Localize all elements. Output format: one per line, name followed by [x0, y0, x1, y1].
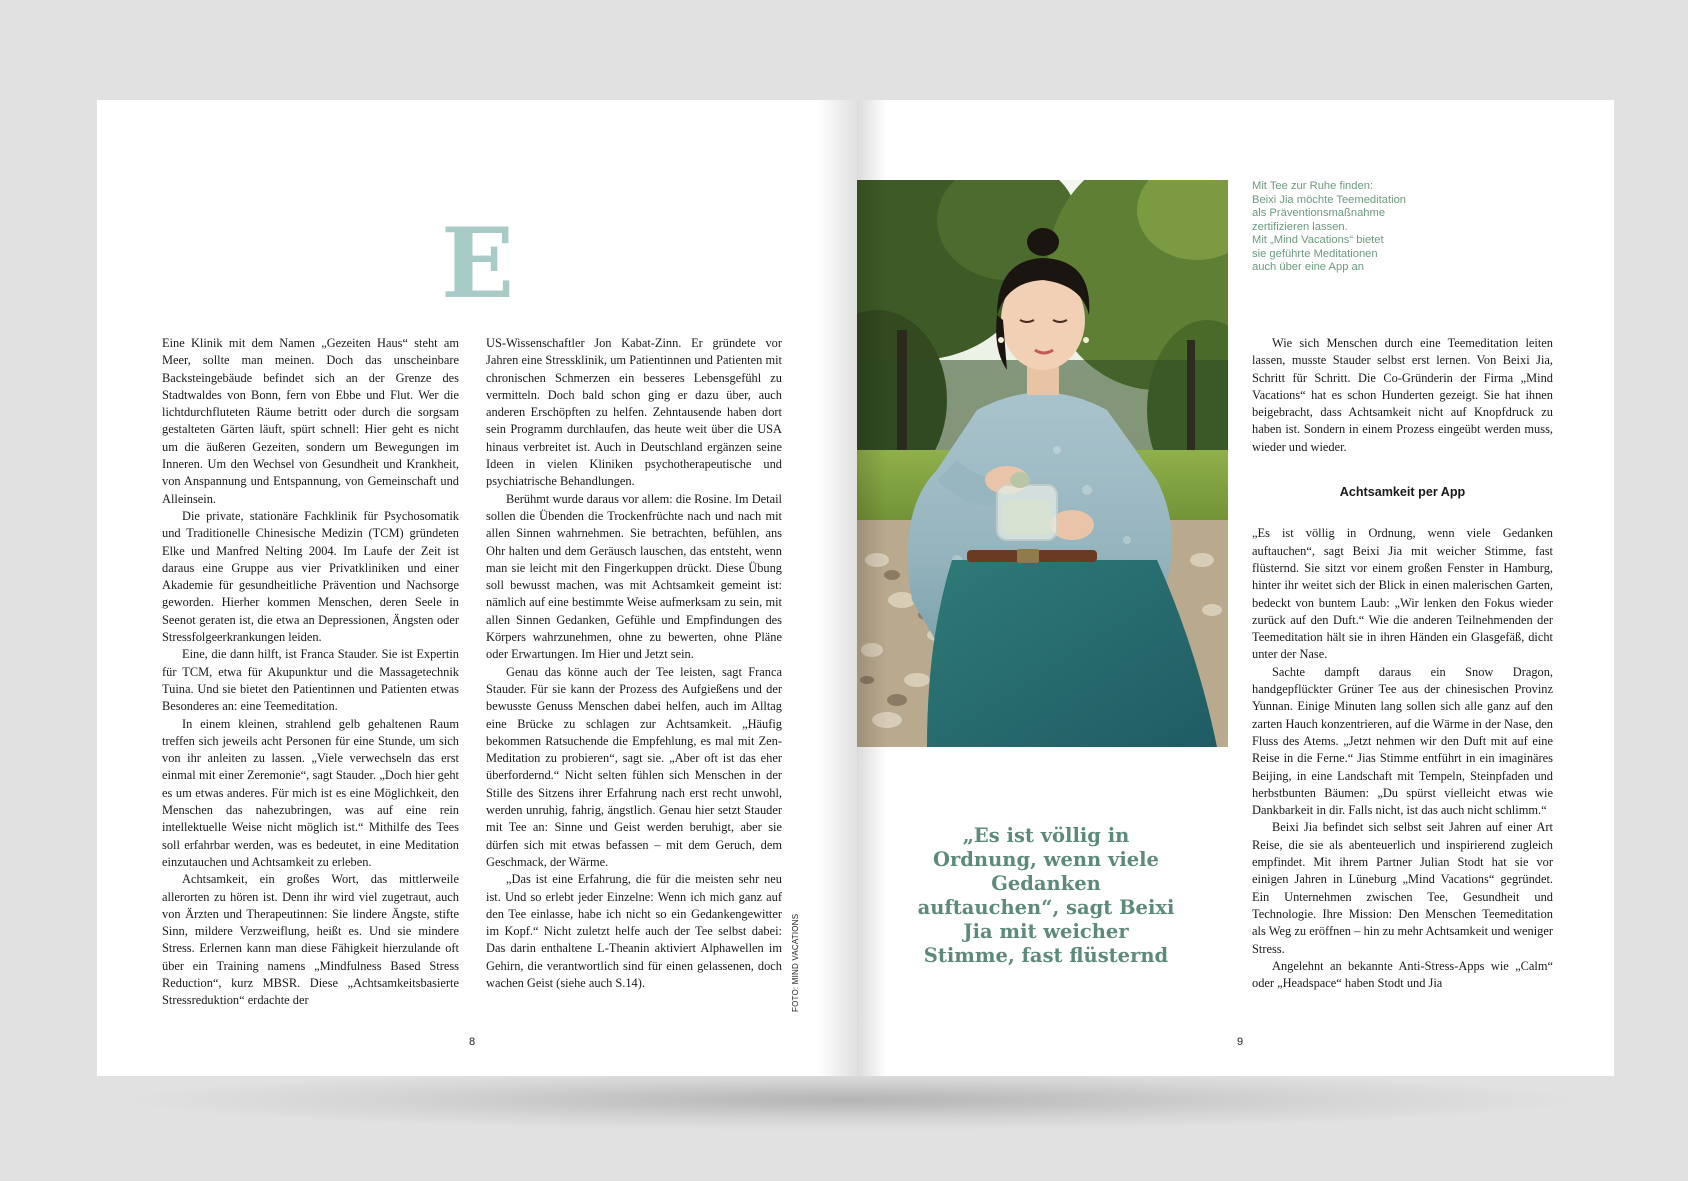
page-number-left: 8	[469, 1036, 476, 1048]
magazine-shadow	[130, 1070, 1570, 1130]
paragraph: „Es ist völlig in Ordnung, wenn viele Gedanken auftauchen“, sagt Beixi Jia mit weicher Stimme, fast flüsternd. Sie sitzt vor einem großen Fenster in Hamburg, hinter ihr weitet sich der Blick in einen malerischen Garten, bedeckt von buntem Laub: „Wir lenken den Fokus wieder zurück auf den Duft.“ Wie die anderen Teilnehmenden der Teemeditation hält sie in ihren Händen ein Glasgefäß, dicht unter der Nase.	[1252, 526, 1553, 662]
paragraph: Eine, die dann hilft, ist Franca Stauder. Sie ist Expertin für TCM, etwa für Akupunktur und die Massagetechnik Tuina. Und sie bietet den Patientinnen und Patienten etwas Besonderes an: eine Teemeditation.	[162, 647, 459, 714]
caption-line: sie geführte Meditationen	[1252, 247, 1378, 260]
caption-line: zertifizieren lassen.	[1252, 220, 1348, 233]
caption-line: Mit Tee zur Ruhe finden:	[1252, 180, 1374, 192]
drop-cap: E	[441, 207, 515, 320]
subheading: Achtsamkeit per App	[1339, 485, 1466, 500]
right-page	[857, 100, 1614, 1076]
paragraph: Sachte dampft daraus ein Snow Dragon, handgepflückter Grüner Tee aus der chinesischen Provinz Yunnan. Einige Minuten lang sollen sich alle ganz auf den zarten Hauch konzentrieren, auf die Wärme in der Nase, den Fluss des Atems. „Jetzt nehmen wir den Duft mit auf eine Reise in die Ferne.“ Jias Stimme entführt in ein imaginäres Beijing, in eine Landschaft mit Tempeln, Steinpfaden und herbstbunten Bäumen: „Du spürst vielleicht etwas wie Dankbarkeit in dir. Falls nicht, ist das auch nicht schlimm.“	[1252, 664, 1553, 818]
left-column-1	[162, 335, 459, 1015]
left-column-2	[486, 335, 782, 1015]
paragraph: Angelehnt an bekannte Anti-Stress-Apps wie „Calm“ oder „Headspace“ haben Stodt und Jia	[1252, 958, 1553, 991]
caption-line: als Präventionsmaßnahme	[1252, 207, 1386, 219]
paragraph: Genau das könne auch der Tee leisten, sagt Franca Stauder. Für sie kann der Prozess des Aufgießens und der bewusste Genuss Menschen dabei helfen, auch im Alltag eine Brücke zu schlagen zur Achtsamkeit. „Häufig bekommen Ratsuchende die Empfehlung, es mal mit Zen-Meditation zu probieren“, sagt sie. „Aber oft ist das eher überfordernd.“ Nicht selten fühlen sich Menschen in der Stille des Sitzens ihrer Erfahrung nach erst recht unwohl, werden unruhig, fahrig, ängstlich. Genau hier setzt Stauder mit Tee an: Sinne und Geist werden beruhigt, aber sie dürfen sich mit etwas befassen – mit dem Geruch, dem Geschmack, der Wärme.	[486, 664, 782, 869]
paragraph: Berühmt wurde daraus vor allem: die Rosine. Im Detail sollen die Übenden die Trockenfrüchte nach und nach mit allen Sinnen wahrnehmen. Sie betrachten, befühlen, ans Ohr halten und dem Geräusch lauschen, das entsteht, wenn man sie leicht mit den Fingerkuppen drückt. Diese Übung soll bewusst machen, was mit Achtsamkeit gemeint ist: nämlich auf eine bestimmte Weise aufmerksam zu sein, mit allen Sinnen Gedanken, Gefühle und Empfindungen des Körpers wahrzunehmen, ohne zu bewerten, ohne Pläne oder Erwartungen. Im Hier und Jetzt sein.	[486, 491, 782, 662]
photo-credit: FOTO: MIND VACATIONS	[791, 913, 800, 1012]
portrait-photo	[857, 180, 1228, 747]
right-column	[1252, 335, 1553, 1015]
paragraph: US-Wissenschaftler Jon Kabat-Zinn. Er gründete vor Jahren eine Stressklinik, um Patientinnen und Patienten mit chronischen Schmerzen ein besseres Lebensgefühl zu vermitteln. Doch bald schon ging er dazu über, auch anderen Erschöpften zu helfen. Zehntausende haben dort sein Programm durchlaufen, das heute weit über die USA hinaus verbreitet ist. Auch in Deutschland ergänzen seine Ideen in vielen Kliniken psychotherapeutische und psychiatrische Behandlungen.	[486, 336, 782, 489]
caption-line: Beixi Jia möchte Teemeditation	[1252, 193, 1407, 206]
gutter-shadow-right	[857, 100, 887, 1076]
paragraph: In einem kleinen, strahlend gelb gehaltenen Raum treffen sich jeweils acht Personen für eine Stunde, um sich von ihr anleiten zu lassen. „Viele verwechseln das erst einmal mit einer Zeremonie“, sagt Stauder. „Doch hier geht es um etwas anderes. Für mich ist es eine Möglichkeit, den Menschen das nahezubringen, was auf eine rein intellektuelle Weise nicht möglich ist.“ Mithilfe des Tees soll erfahrbar werden, was es bedeutet, in eine Meditation einzutauchen und Achtsamkeit zu erleben.	[162, 716, 459, 869]
caption-line: Mit „Mind Vacations“ bietet	[1252, 234, 1384, 246]
caption-line: auch über eine App an	[1252, 261, 1364, 273]
paragraph: „Das ist eine Erfahrung, die für die meisten sehr neu ist. Und so erlebt jeder Einzelne: Wenn ich mich ganz auf den Tee einlasse, habe ich nicht so ein Gedankengewitter im Kopf.“ Nicht zuletzt helfe auch der Tee selbst dabei: Das darin enthaltene L-Theanin aktiviert Alphawellen im Gehirn, die verantwortlich sind für einen gelassenen, doch wachen Geist (siehe auch S.14).	[486, 872, 782, 990]
paragraph: Eine Klinik mit dem Namen „Gezeiten Haus“ steht am Meer, sollte man meinen. Doch das unscheinbare Backsteingebäude befindet sich an der Grenze des Stadtwaldes von Bonn, fern von Ebbe und Flut. Wer die lichtdurchfluteten Räume betritt oder durch die sorgsam gestalteten Gärten läuft, spürt schnell: Hier geht es nicht um die äußeren Gezeiten, sondern um Bewegungen im Inneren. Um den Wechsel von Gesundheit und Krankheit, von Anspannung und Entspannung, von Gemeinschaft und Alleinsein.	[162, 336, 459, 506]
paragraph: Beixi Jia befindet sich selbst seit Jahren auf einer Art Reise, die sie als abenteuerlich und inspirierend zugleich empfindet. Mit ihrem Partner Julian Stodt hat sie vor einigen Jahren in Lüneburg „Mind Vacations“ gegründet. Ein Unternehmen zwischen Tee, Gesundheit und Technologie. Ihre Mission: Den Menschen Teemeditation als Weg zu eröffnen – hin zu mehr Achtsamkeit und weniger Stress.	[1252, 820, 1553, 956]
paragraph: Achtsamkeit, ein großes Wort, das mittlerweile allerorten zu hören ist. Denn ihr wird viel zugetraut, auch von Ärzten und Therapeutinnen: Sie lindere Ängste, stifte Sinn, mildere Verzweiflung, heißt es. Und sie mindere Stress. Erlernen kann man diese Fähigkeit hierzulande oft über ein Training namens „Mindfulness Based Stress Reduction“, kurz MBSR. Diese „Achtsamkeitsbasierte Stressreduktion“ erdachte der	[162, 872, 459, 1008]
page-number-right: 9	[1237, 1036, 1244, 1048]
pull-quote: „Es ist völlig in Ordnung, wenn viele Gedanken auftauchen“, sagt Beixi Jia mit weicher Stimme, fast flüsternd	[917, 824, 1175, 967]
paragraph: Die private, stationäre Fachklinik für Psychosomatik und Traditionelle Chinesische Medizin (TCM) gründeten Elke und Manfred Nelting 2004. Im Laufe der Zeit ist daraus eine Gruppe aus vier Privatkliniken und einer Akademie für gesundheitliche Prävention und Nachsorge geworden. Hierher kommen Menschen, deren Seele in Seenot geraten ist, die etwa an Depressionen, Ängsten oder Stressfolgeerkrankungen leiden.	[162, 508, 459, 645]
paragraph: Wie sich Menschen durch eine Teemeditation leiten lassen, musste Stauder selbst erst lernen. Von Beixi Jia, Schritt für Schritt. Die Co-Gründerin der Firma „Mind Vacations“ hat es schon Hunderten gezeigt. Sie hat ihnen beigebracht, dass Achtsamkeit nicht auf Knopfdruck zu haben ist. Sondern in einem Prozess eingeübt werden muss, wieder und wieder.	[1252, 336, 1553, 454]
left-page	[97, 100, 857, 1076]
gutter-shadow-left	[817, 100, 857, 1076]
photo-caption	[1252, 180, 1452, 275]
